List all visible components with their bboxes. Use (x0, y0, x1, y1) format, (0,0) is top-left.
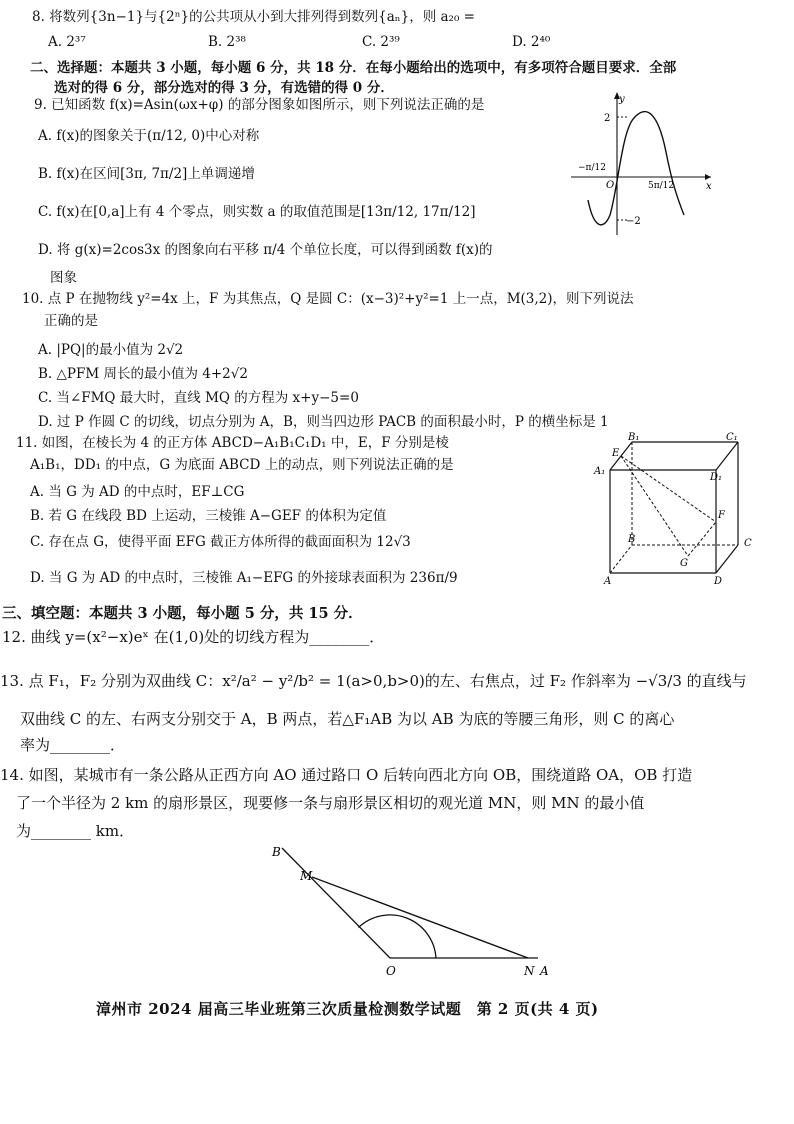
q11-label-a: A (604, 576, 612, 587)
q12-stem: 12. 曲线 y=(x²−x)eˣ 在(1,0)处的切线方程为________． (2, 628, 385, 646)
q14-sector-diagram (260, 838, 570, 988)
q11-option-a: A. 当 G 为 AD 的中点时，EF⊥CG (30, 484, 245, 500)
q8-option-a: A. 2³⁷ (48, 34, 86, 50)
q10-option-a: A. |PQ|的最小值为 2√2 (38, 342, 184, 358)
q9-option-a: A. f(x)的图象关于(π/12, 0)中心对称 (38, 128, 260, 144)
q11-label-c: C (744, 538, 752, 549)
q13-line-3: 率为________． (20, 736, 126, 754)
q10-stem-cont: 正确的是 (44, 313, 98, 329)
section-2-heading: 二、选择题：本题共 3 小题，每小题 6 分，共 18 分．在每小题给出的选项中，有多项符合题目要求．全部 (30, 60, 677, 76)
q9-min-label: −2 (626, 216, 641, 227)
q9-x-label: x (706, 181, 712, 192)
page-footer: 漳州市 2024 届高三毕业班第三次质量检测数学试题 第 2 页(共 4 页) (96, 1000, 599, 1018)
q11-label-d: D (714, 576, 723, 587)
q14-label-m: M (300, 869, 313, 883)
section-2-heading-cont: 选对的得 6 分，部分选对的得 3 分，有选错的得 0 分． (54, 80, 394, 96)
q9-x-arrow (705, 174, 711, 180)
q10-stem: 10. 点 P 在抛物线 y²=4x 上，F 为其焦点，Q 是圆 C：(x−3)²+y²=1 上一点，M(3,2)，则下列说法 (22, 291, 634, 307)
q14-line-3: 为________ km． (16, 822, 135, 840)
q11-cube-diagram (588, 428, 768, 588)
q14-label-o: O (386, 964, 396, 978)
q14-line-2: 了一个半径为 2 km 的扇形景区，现要修一条与扇形景区相切的观光道 MN，则 MN 的最小值 (16, 794, 645, 812)
q14-label-b: B (272, 845, 281, 859)
q9-origin-label: O (606, 180, 615, 191)
q13-line-1: 13. 点 F₁，F₂ 分别为双曲线 C：x²/a² − y²/b² = 1(a>0,b>0)的左、右焦点，过 F₂ 作斜率为 −√3/3 的直线与 (0, 672, 747, 690)
q9-y-label: y (619, 94, 625, 105)
q11-label-d1: D₁ (710, 472, 723, 483)
q9-option-d: D. 将 g(x)=2cos3x 的图象向右平移 π/4 个单位长度，可以得到函数 f(x)的 (38, 242, 493, 258)
q8-option-b: B. 2³⁸ (208, 34, 246, 50)
q10-option-c: C. 当∠FMQ 最大时，直线 MQ 的方程为 x+y−5=0 (38, 390, 359, 406)
q11-stem: 11. 如图，在棱长为 4 的正方体 ABCD−A₁B₁C₁D₁ 中，E，F 分别是棱 (16, 435, 449, 451)
q11-option-b: B. 若 G 在线段 BD 上运动，三棱锥 A−GEF 的体积为定值 (30, 508, 387, 524)
q11-option-d: D. 当 G 为 AD 的中点时，三棱锥 A₁−EFG 的外接球表面积为 236π/9 (30, 570, 458, 586)
q11-stem-cont: A₁B₁，DD₁ 的中点，G 为底面 ABCD 上的动点，则下列说法正确的是 (30, 457, 454, 473)
q11-label-e: E (612, 448, 620, 459)
q9-stem: 9. 已知函数 f(x)=Asin(ωx+φ) 的部分图象如图所示，则下列说法正确的是 (34, 97, 485, 113)
q11-label-b: B (628, 534, 636, 545)
q11-label-c1: C₁ (726, 432, 738, 443)
q9-max-label: 2 (604, 113, 611, 124)
q11-label-b1: B₁ (628, 432, 640, 443)
q9-x-left-label: −π/12 (578, 163, 606, 173)
q14-line-1: 14. 如图，某城市有一条公路从正西方向 AO 通过路口 O 后转向西北方向 OB，围绕道路 OA，OB 打造 (0, 766, 693, 784)
q14-label-a: A (540, 964, 549, 978)
q13-line-2: 双曲线 C 的左、右两支分别交于 A，B 两点，若△F₁AB 为以 AB 为底的等腰三角形，则 C 的离心 (20, 710, 675, 728)
q11-label-f: F (718, 510, 725, 521)
q10-option-d: D. 过 P 作圆 C 的切线，切点分别为 A，B，则当四边形 PACB 的面积最小时，P 的横坐标是 1 (38, 414, 609, 430)
q9-option-d-cont: 图象 (50, 270, 77, 286)
q11-label-a1: A₁ (594, 466, 606, 477)
q8-option-d: D. 2⁴⁰ (512, 34, 551, 50)
q9-sine-graph (566, 90, 716, 240)
q9-option-b: B. f(x)在区间[3π, 7π/2]上单调递增 (38, 166, 255, 182)
section-3-heading: 三、填空题：本题共 3 小题，每小题 5 分，共 15 分． (2, 605, 363, 622)
q14-label-n: N (524, 964, 535, 978)
q10-option-b: B. △PFM 周长的最小值为 4+2√2 (38, 366, 248, 382)
q8-option-c: C. 2³⁹ (362, 34, 400, 50)
q8-stem: 8. 将数列{3n−1}与{2ⁿ}的公共项从小到大排列得到数列{aₙ}，则 a₂₀ = (32, 9, 475, 25)
q11-option-c: C. 存在点 G，使得平面 EFG 截正方体所得的截面面积为 12√3 (30, 534, 411, 550)
q9-x-right-label: 5π/12 (648, 181, 675, 191)
q11-label-g: G (680, 558, 688, 569)
q9-option-c: C. f(x)在[0,a]上有 4 个零点，则实数 a 的取值范围是[13π/12, 17π/12] (38, 204, 476, 220)
